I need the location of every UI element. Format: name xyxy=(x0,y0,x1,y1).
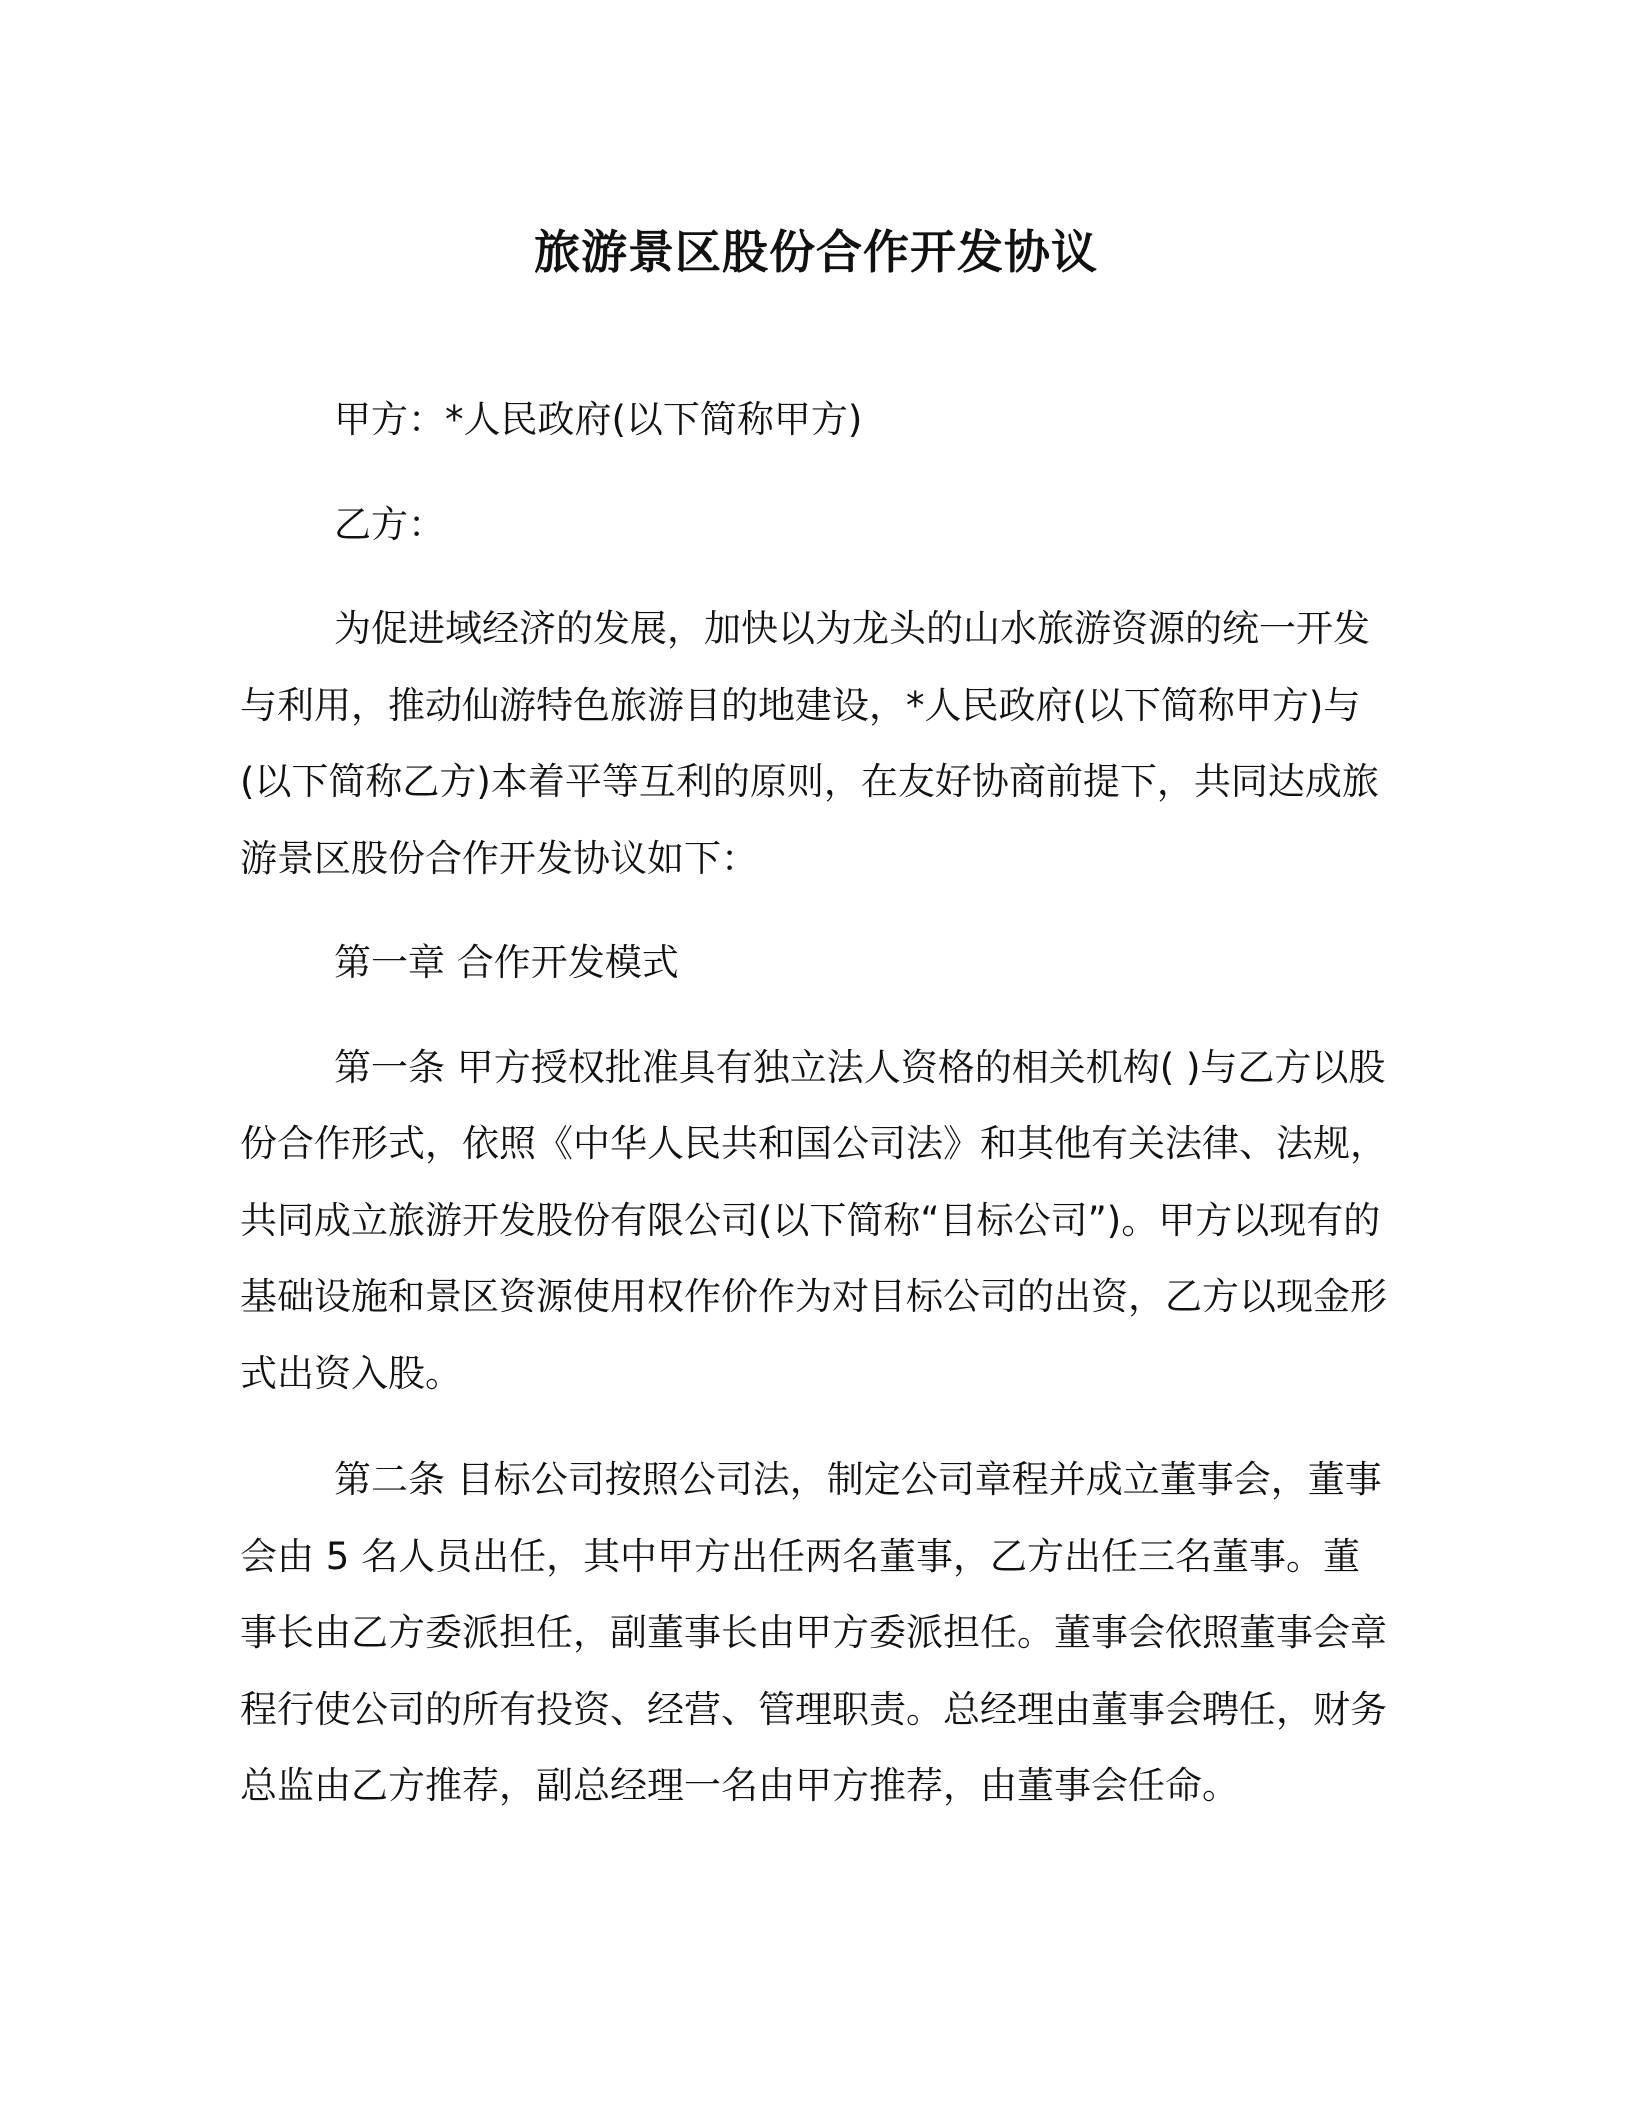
intro-paragraph: 为促进域经济的发展，加快以为龙头的山水旅游资源的统一开发与利用，推动仙游特色旅游目的地建设，*人民政府(以下简称甲方)与(以下简称乙方)本着平等互利的原则，在友好协商前提下，共同达成旅游景区股份合作开发协议如下： xyxy=(240,607,1379,880)
article-1: 第一条 甲方授权批准具有独立法人资格的相关机构( )与乙方以股份合作形式，依照《中华人民共和国公司法》和其他有关法律、法规，共同成立旅游开发股份有限公司(以下简称“目标公司”)。甲方以现有的基础设施和景区资源使用权作价作为对目标公司的出资，乙方以现金形式出资入股。 xyxy=(240,1045,1387,1395)
party-b-line: 乙方： xyxy=(334,502,445,546)
document-title: 旅游景区股份合作开发协议 xyxy=(534,225,1098,279)
document-body xyxy=(240,382,1392,1825)
spacer xyxy=(240,1412,1392,1442)
party-a-line: 甲方：*人民政府(以下简称甲方) xyxy=(334,398,863,441)
spacer xyxy=(240,459,1392,487)
spacer xyxy=(240,1002,1392,1030)
article-2: 第二条 目标公司按照公司法，制定公司章程并成立董事会，董事会由 5 名人员出任，其中甲方出任两名董事，乙方出任三名董事。董事长由乙方委派担任，副董事长由甲方委派担任。董事会依照董事会章程行使公司的所有投资、经营、管理职责。总经理由董事会聘任，财务总监由乙方推荐，副总经理一名由甲方推荐，由董事会任命。 xyxy=(240,1458,1387,1807)
spacer xyxy=(240,897,1392,925)
chapter-heading: 第一章 合作开发模式 xyxy=(334,941,679,984)
spacer xyxy=(240,563,1392,591)
